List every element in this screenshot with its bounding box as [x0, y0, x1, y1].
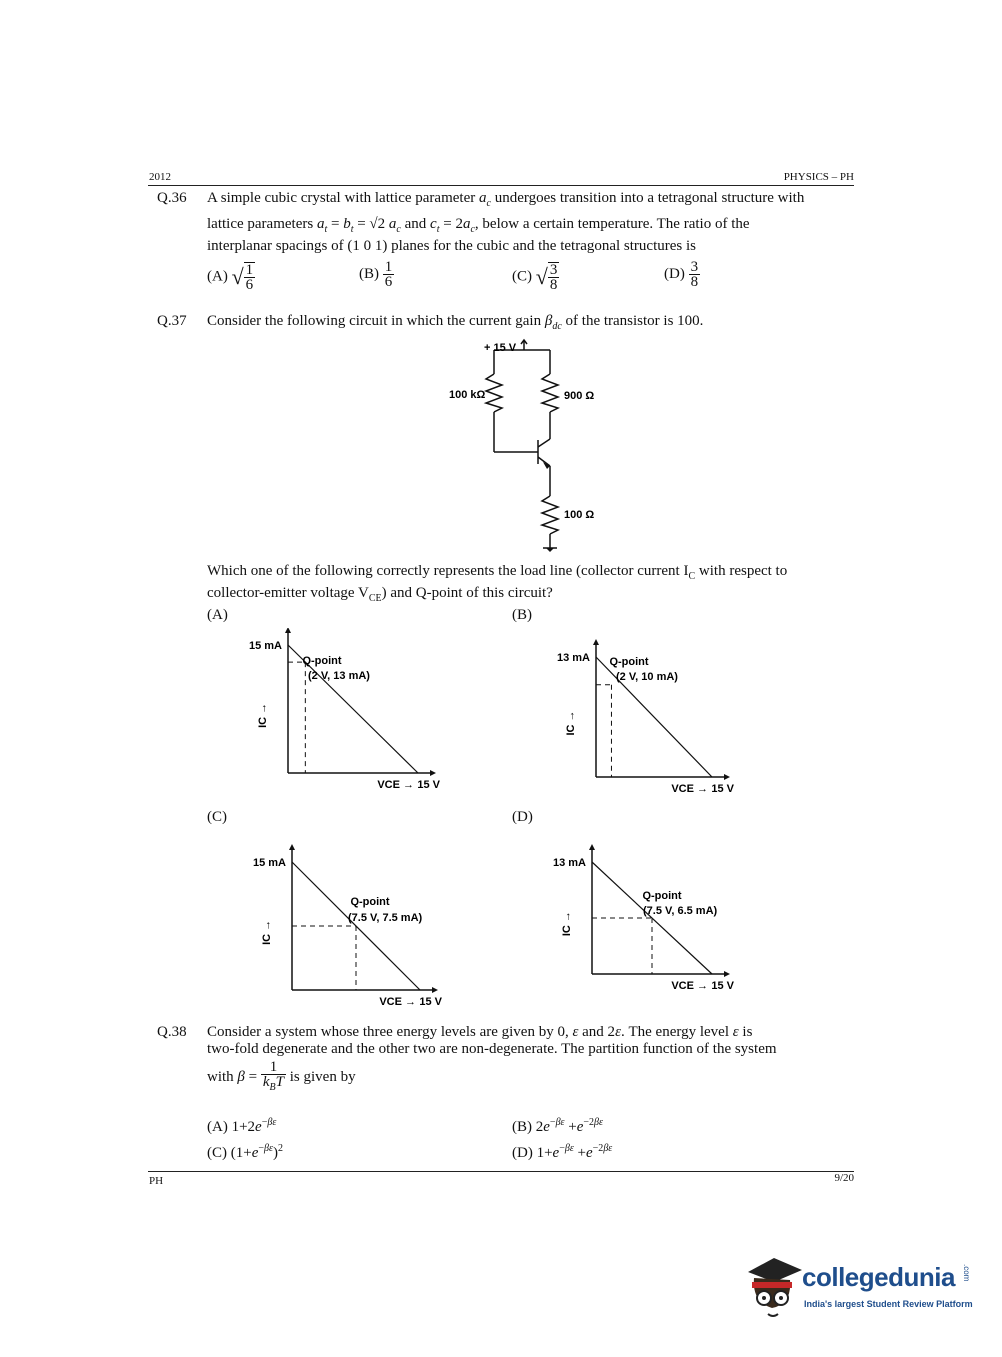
y-axis-arrow: [589, 844, 595, 850]
num: 1: [245, 262, 254, 278]
x-axis-label: VCE →: [671, 980, 708, 992]
den: $k_BT$: [262, 1074, 284, 1093]
collegedunia-logo: [744, 1252, 974, 1324]
den: 8: [690, 274, 699, 290]
q36-d-frac: [689, 260, 701, 289]
qpoint-coords: (2 V, 10 mA): [616, 671, 678, 683]
den: 6: [245, 277, 254, 293]
y-axis-arrow: [285, 628, 291, 633]
y-axis-label: IC →: [261, 919, 273, 945]
den: 8: [549, 277, 558, 293]
q36-line2: lattice parameters $a_t = b_t = √2$ $a_c$ and $c_t = 2a_c$, below a certain temperature. The ratio of the: [207, 216, 750, 235]
x-axis-label: VCE →: [377, 779, 414, 791]
footer-rule: [148, 1171, 854, 1172]
q38-number: Q.38: [157, 1024, 187, 1040]
y-axis-label: IC →: [561, 911, 573, 937]
header-year: 2012: [149, 171, 171, 183]
mascot-icon: [744, 1252, 804, 1320]
y-intercept-label: 13 mA: [552, 857, 586, 869]
q37-option-b-label[interactable]: (B): [512, 607, 532, 623]
q37-number: Q.37: [157, 313, 187, 329]
num: 3: [549, 262, 558, 278]
re-label: 100 Ω: [564, 509, 595, 521]
load-line-chart-d: [540, 832, 750, 996]
x-axis-arrow: [430, 770, 436, 776]
footer-page: 9/20: [834, 1172, 854, 1184]
logo-com: .com: [962, 1264, 971, 1282]
load-line-chart-a: [230, 628, 440, 798]
q38-text: [207, 1024, 842, 1058]
q36-option-a[interactable]: (A) √ $\frac{1}{6}$: [207, 262, 254, 293]
y-intercept-label: 15 mA: [248, 640, 282, 652]
qpoint-coords: (7.5 V, 7.5 mA): [348, 912, 423, 924]
y-axis-label: IC →: [565, 710, 577, 736]
q38-option-b[interactable]: (B) $2e^{-\beta\varepsilon} +e^{-2\beta\varepsilon}$: [512, 1117, 603, 1135]
num: 1: [384, 259, 393, 275]
load-line-chart-b: [540, 628, 750, 800]
option-label: (A): [207, 268, 228, 285]
y-axis-label: IC →: [257, 702, 269, 728]
y-intercept-label: 15 mA: [252, 857, 286, 869]
logo-tagline: India's largest Student Review Platform: [804, 1299, 973, 1309]
q36-line1: A simple cubic crystal with lattice parameter $a_c$ undergoes transition into a tetragonal structure with: [207, 190, 805, 209]
transistor-circuit: [430, 336, 630, 558]
footer-code: PH: [149, 1175, 164, 1187]
num: 1: [261, 1060, 286, 1075]
q37-text: Consider the following circuit in which the current gain $\beta_{dc}$ of the transistor is 100.: [207, 313, 704, 332]
rb-label: 100 kΩ: [449, 389, 486, 401]
q36-line3: interplanar spacings of (1 0 1) planes for the cubic and the tetragonal structures is: [207, 238, 697, 254]
x-axis-label: VCE →: [379, 996, 416, 1008]
y-axis-arrow: [289, 844, 295, 850]
header-subject: PHYSICS – PH: [783, 171, 854, 183]
x-intercept-label: 15 V: [711, 783, 734, 795]
q36-number: Q.36: [157, 190, 187, 206]
qpoint-label: Q-point: [642, 890, 682, 902]
q38-line1: Consider a system whose three energy levels are given by 0, ε and 2ε. The energy level ε is: [207, 1024, 753, 1040]
logo-wordmark: collegedunia: [802, 1262, 955, 1292]
q37-option-c-label[interactable]: (C): [207, 809, 227, 825]
y-intercept-label: 13 mA: [556, 652, 590, 664]
qpoint-coords: (7.5 V, 6.5 mA): [643, 905, 718, 917]
supply-label: + 15 V: [484, 342, 517, 354]
q37-option-a-label[interactable]: (A): [207, 607, 228, 623]
q37-option-d-label[interactable]: (D): [512, 809, 533, 825]
option-label: (D): [664, 265, 685, 282]
q38-given: is given by: [289, 1069, 356, 1085]
header-rule: [148, 185, 854, 186]
x-axis-arrow: [724, 774, 730, 780]
q38-beta-frac: [261, 1060, 286, 1095]
x-intercept-label: 15 V: [417, 779, 440, 791]
qpoint-label: Q-point: [302, 655, 342, 667]
x-axis-arrow: [724, 971, 730, 977]
x-intercept-label: 15 V: [419, 996, 442, 1008]
q37-question-line2: collector-emitter voltage $V_{CE}$) and Q-point of this circuit?: [207, 585, 553, 604]
q38-option-d[interactable]: (D) $1+e^{-\beta\varepsilon} +e^{-2\beta\varepsilon}$: [512, 1143, 613, 1161]
option-label: (B): [359, 265, 379, 282]
x-axis-label: VCE →: [671, 783, 708, 795]
q36-c-frac: [548, 262, 560, 292]
den: 6: [384, 274, 393, 290]
qpoint-coords: (2 V, 13 mA): [308, 670, 370, 682]
option-label: (C): [512, 268, 532, 285]
q36-a-frac: [244, 262, 256, 292]
rc-label: 900 Ω: [564, 390, 595, 402]
q37-question: [207, 563, 842, 607]
qpoint-label: Q-point: [609, 656, 649, 668]
q36-b-frac: [383, 260, 395, 289]
num: 3: [690, 259, 699, 275]
y-axis-arrow: [593, 639, 599, 645]
q38-option-a[interactable]: (A) $1+2e^{-\beta\varepsilon}$: [207, 1117, 277, 1135]
x-axis-arrow: [432, 987, 438, 993]
qpoint-label: Q-point: [350, 896, 390, 908]
q38-beta-def: with β = $\frac{1}{k_BT}$ is given by: [207, 1059, 356, 1093]
load-line-chart-c: [240, 830, 450, 1010]
q36-option-c[interactable]: (C) √ $\frac{3}{8}$: [512, 262, 558, 293]
x-intercept-label: 15 V: [711, 980, 734, 992]
q36-option-d[interactable]: [664, 260, 700, 289]
q38-option-c[interactable]: (C) $(1+e^{-\beta\varepsilon})^2$: [207, 1143, 283, 1161]
q37-question-line1: Which one of the following correctly represents the load line (collector current $I_C$ with respect to: [207, 563, 788, 582]
q36-text: [207, 190, 842, 255]
q38-line2: two-fold degenerate and the other two are non-degenerate. The partition function of the system: [207, 1041, 777, 1057]
q36-option-b[interactable]: [359, 260, 394, 289]
